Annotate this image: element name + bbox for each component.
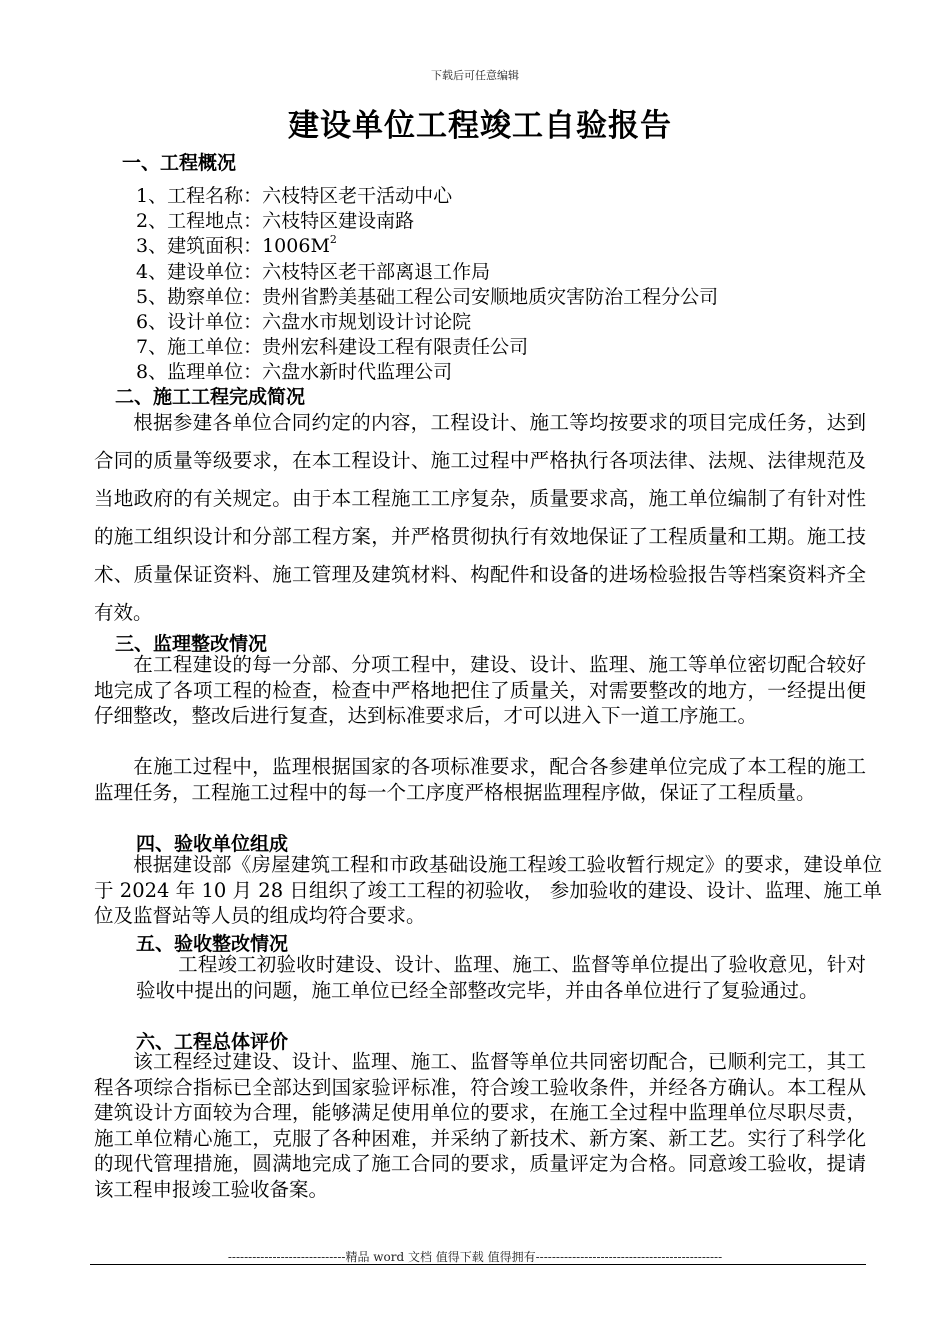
section-2-text: 根据参建各单位合同约定的内容，工程设计、施工等均按要求的项目完成任务，达到合同的质量等级要求，在本工程设计、施工过程中严格执行各项法律、法规、法律规范及当地政府的有关规定。由于本工程施工工序复杂，质量要求高，施工单位编制了有针对性的施工组织设计和分部工程方案，并严格贯彻执行有效地保证了工程质量和工期。施工技术、质量保证资料、施工管理及建筑材料、构配件和设备的进场检验报告等档案资料齐全有效。 — [94, 411, 866, 624]
section-3-text-1: 在工程建设的每一分部、分项工程中，建设、设计、监理、施工等单位密切配合较好地完成了各项工程的检查，检查中严格地把住了质量关，对需要整改的地方，一经提出便仔细整改，整改后进行复查，达到标准要求后，才可以进入下一道工序施工。 — [94, 653, 866, 727]
section-6-heading: 六、工程总体评价 — [136, 1031, 289, 1053]
section-2-paragraph — [94, 404, 866, 632]
section-5-text: 工程竣工初验收时建设、设计、监理、施工、监督等单位提出了验收意见，针对验收中提出的问题，施工单位已经全部整改完毕，并由各单位进行了复验通过。 — [136, 953, 866, 1002]
building-area-item — [136, 231, 337, 258]
header-note: 下载后可任意编辑 — [431, 69, 519, 82]
section-1-heading: 一、工程概况 — [122, 152, 237, 174]
section-6-paragraph — [94, 1049, 866, 1202]
building-area-text: 3、建筑面积：1006M — [136, 235, 330, 257]
design-unit-item: 6、设计单位：六盘水市规划设计讨论院 — [136, 311, 472, 333]
section-4-paragraph — [94, 852, 882, 929]
section-3-paragraph-1 — [94, 652, 866, 729]
project-location-item: 2、工程地点：六枝特区建设南路 — [136, 210, 415, 232]
document-title: 建设单位工程竣工自验报告 — [288, 108, 672, 144]
section-6-text: 该工程经过建设、设计、监理、施工、监督等单位共同密切配合，已顺利完工，其工程各项综合指标已全部达到国家验评标准，符合竣工验收条件，并经各方确认。本工程从建筑设计方面较为合理，能够满足使用单位的要求，在施工全过程中监理单位尽职尽责，施工单位精心施工，克服了各种困难，并采纳了新技术、新方案、新工艺。实行了科学化的现代管理措施，圆满地完成了施工合同的要求，质量评定为合格。同意竣工验收，提请该工程申报竣工验收备案。 — [94, 1050, 866, 1201]
survey-unit-item: 5、勘察单位：贵州省黔美基础工程公司安顺地质灾害防治工程分公司 — [136, 286, 719, 308]
construction-unit-item: 4、建设单位：六枝特区老干部离退工作局 — [136, 261, 491, 283]
section-4-heading: 四、验收单位组成 — [136, 833, 289, 855]
section-3-heading: 三、监理整改情况 — [115, 633, 268, 655]
area-superscript: 2 — [329, 233, 337, 246]
section-5-paragraph — [136, 952, 866, 1003]
footer-text: -----------------------------精品 word 文档 值得下载 值得拥有---------------------------------------------- — [227, 1250, 723, 1264]
project-name-item: 1、工程名称：六枝特区老干活动中心 — [136, 185, 453, 207]
section-2-heading: 二、施工工程完成简况 — [115, 386, 306, 408]
supervision-unit-item: 8、监理单位：六盘水新时代监理公司 — [136, 361, 453, 383]
section-3-paragraph-2 — [94, 754, 866, 805]
contractor-unit-item: 7、施工单位：贵州宏科建设工程有限责任公司 — [136, 336, 529, 358]
section-4-text: 根据建设部《房屋建筑工程和市政基础设施工程竣工验收暂行规定》的要求，建设单位于 2024 年 10 月 28 日组织了竣工工程的初验收， 参加验收的建设、设计、监理、施工单位及监督站等人员的组成均符合要求。 — [94, 853, 882, 927]
section-3-text-2: 在施工过程中，监理根据国家的各项标准要求，配合各参建单位完成了本工程的施工监理任务，工程施工过程中的每一个工序度严格根据监理程序做，保证了工程质量。 — [94, 755, 866, 804]
section-5-heading: 五、验收整改情况 — [136, 933, 289, 955]
footer-divider — [90, 1264, 866, 1265]
